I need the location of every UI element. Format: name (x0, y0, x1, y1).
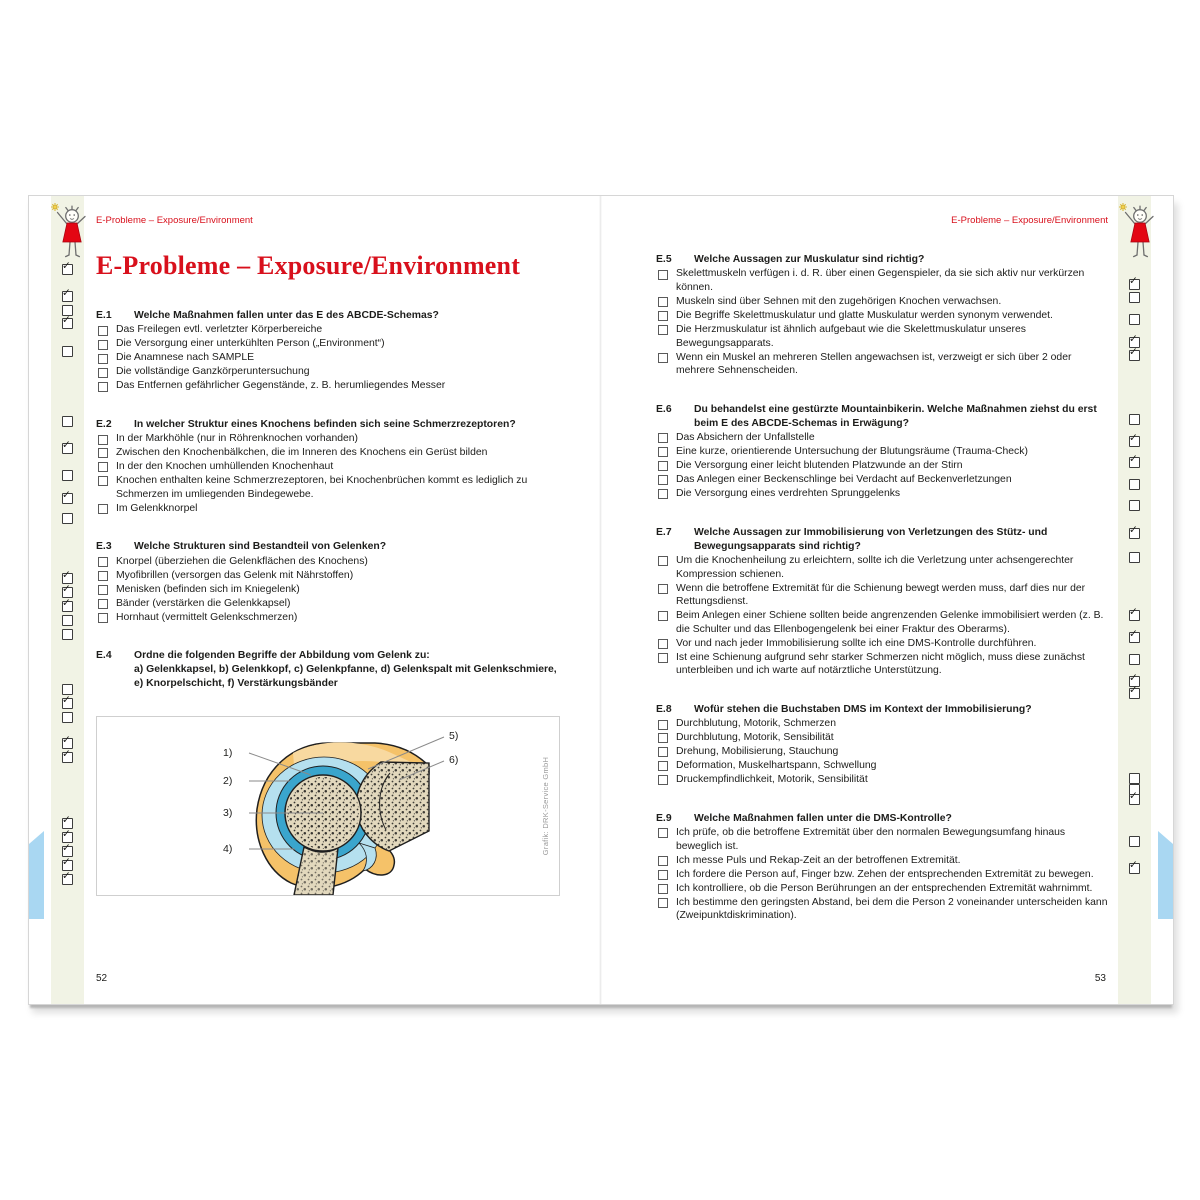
chapter-title: E-Probleme – Exposure/Environment (96, 251, 521, 280)
question-id: E.8 (656, 703, 672, 715)
margin-answer-checkbox[interactable] (62, 470, 73, 481)
running-header: E-Probleme – Exposure/Environment (951, 215, 1108, 226)
answer-option (656, 487, 1108, 501)
questions-right (656, 253, 1108, 923)
answer-option (656, 431, 1108, 445)
answer-checkbox[interactable] (98, 354, 108, 364)
answer-option (96, 432, 562, 446)
page-number-left: 52 (96, 973, 108, 984)
checkmark-icon: ✓ (1129, 431, 1138, 444)
joint-diagram-graphic (97, 717, 559, 895)
figure-label-1: 1) (223, 747, 233, 760)
answer-option (656, 717, 1108, 731)
margin-answer-checkbox[interactable] (62, 259, 73, 275)
answer-checkbox[interactable] (98, 462, 108, 472)
answer-checkbox[interactable] (658, 653, 668, 663)
question-E.2 (96, 418, 562, 516)
checkmark-icon: ✓ (62, 568, 71, 581)
answer-option-text: Das Anlegen einer Beckenschlinge bei Verdacht auf Beckenverletzungen (676, 474, 1012, 486)
answer-option-text: Die Versorgung eines verdrehten Sprunggelenks (676, 488, 901, 500)
figure-credit: Grafik: DRK-Service GmbH (541, 757, 550, 856)
answer-option-text: Das Freilegen evtl. verletzter Körperbereiche (116, 324, 323, 336)
running-header: E-Probleme – Exposure/Environment (96, 215, 253, 226)
answer-checkbox[interactable] (658, 747, 668, 757)
answer-option-text: Knorpel (überziehen die Gelenkflächen des Knochens) (116, 555, 368, 567)
checkmark-icon: ✓ (1129, 274, 1138, 287)
answer-option (656, 882, 1108, 896)
answer-checkbox[interactable] (658, 475, 668, 485)
checkmark-icon: ✓ (62, 869, 71, 882)
answer-option-text: Ich prüfe, ob die betroffene Extremität über den normalen Bewegungsumfang hinaus beweglich ist. (676, 827, 1066, 852)
answer-checkbox[interactable] (98, 476, 108, 486)
answer-checkbox[interactable] (658, 761, 668, 771)
answer-option (656, 609, 1108, 636)
answer-checkbox[interactable] (658, 898, 668, 908)
answer-option-text: Ich messe Puls und Rekap-Zeit an der betroffenen Extremität. (676, 854, 961, 866)
answer-checkbox[interactable] (98, 613, 108, 623)
margin-answer-checkbox[interactable] (62, 416, 73, 427)
answer-option (96, 446, 562, 460)
answer-checkbox[interactable] (98, 340, 108, 350)
margin-answer-checkbox[interactable] (1129, 789, 1140, 805)
answer-checkbox[interactable] (658, 556, 668, 566)
checkmark-icon: ✓ (62, 488, 71, 501)
figure-label-6: 6) (449, 754, 459, 767)
question-id: E.5 (656, 254, 672, 265)
checkmark-icon: ✓ (62, 582, 71, 595)
margin-answer-checkbox[interactable] (1129, 414, 1140, 425)
question-id: E.7 (656, 526, 672, 538)
margin-answer-checkbox[interactable] (1129, 683, 1140, 699)
margin-answer-checkbox[interactable] (62, 693, 73, 709)
question-heading (96, 540, 562, 554)
answer-option (656, 473, 1108, 487)
checkmark-icon: ✓ (62, 259, 71, 272)
question-id: E.4 (96, 650, 112, 662)
figure-label-2: 2) (223, 775, 233, 788)
answer-option-text: Ich bestimme den geringsten Abstand, bei dem die Person 2 voneinander unterscheiden kann (Zweipunktdiskrimination). (676, 896, 1108, 922)
answer-option (96, 365, 562, 379)
answer-checkbox[interactable] (98, 599, 108, 609)
margin-answer-checkbox[interactable] (62, 869, 73, 885)
margin-answer-checkbox[interactable] (1129, 452, 1140, 468)
answer-option-text: Ich kontrolliere, ob die Person Berührungen an der entsprechenden Extremität wahrnimmt. (676, 882, 1093, 894)
question-heading (656, 526, 1108, 554)
answer-option-text: Drehung, Mobilisierung, Stauchung (676, 746, 839, 758)
checkmark-icon: ✓ (62, 438, 71, 451)
answer-option-text: Um die Knochenheilung zu erleichtern, sollte ich die Verletzung unter achsengerechter Kompression schienen. (676, 555, 1074, 580)
margin-answer-checkbox[interactable] (62, 346, 73, 357)
answer-option-text: Muskeln sind über Sehnen mit den zugehörigen Knochen verwachsen. (676, 295, 1002, 307)
checkmark-icon: ✓ (62, 596, 71, 609)
answer-checkbox[interactable] (658, 270, 668, 280)
figure-label-3: 3) (223, 807, 233, 820)
answer-option (96, 555, 562, 569)
checkmark-icon: ✓ (1129, 671, 1138, 684)
answer-option (656, 773, 1108, 787)
answer-checkbox[interactable] (658, 720, 668, 730)
answer-option (96, 502, 562, 516)
question-subline: e) Knorpelschicht, f) Verstärkungsbänder (134, 678, 338, 690)
answer-option-text: Knochen enthalten keine Schmerzrezeptoren, bei Knochenbrüchen kommt es lediglich zu Schmerzen im umliegenden Bindegewebe. (116, 475, 528, 500)
answer-option-text: Druckempfindlichkeit, Motorik, Sensibilität (676, 774, 868, 786)
checkmark-icon: ✓ (1129, 683, 1138, 696)
page-seam (599, 196, 602, 1004)
answer-checkbox[interactable] (658, 325, 668, 335)
margin-answer-checkbox[interactable] (62, 488, 73, 504)
question-E.4 (96, 649, 562, 691)
margin-answer-checkbox[interactable] (62, 513, 73, 524)
question-text: In welcher Struktur eines Knochens befinden sich seine Schmerzrezeptoren? (134, 418, 516, 430)
answer-checkbox[interactable] (658, 297, 668, 307)
margin-strip-right (1118, 196, 1151, 1004)
margin-answer-checkbox[interactable] (1129, 552, 1140, 563)
question-E.9 (656, 812, 1108, 923)
answer-checkbox[interactable] (658, 584, 668, 594)
waving-child-icon (45, 201, 89, 261)
answer-option (656, 323, 1108, 350)
answer-option (656, 745, 1108, 759)
checkmark-icon: ✓ (62, 286, 71, 299)
answer-checkbox[interactable] (658, 733, 668, 743)
answer-option (96, 474, 562, 501)
answer-option (656, 267, 1108, 294)
margin-answer-checkbox[interactable] (62, 747, 73, 763)
question-heading (656, 403, 1108, 431)
question-text: Welche Strukturen sind Bestandteil von Gelenken? (134, 541, 387, 553)
answer-checkbox[interactable] (658, 775, 668, 785)
answer-option-text: Die Versorgung einer leicht blutenden Platzwunde an der Stirn (676, 460, 963, 472)
answer-option (96, 583, 562, 597)
checkmark-icon: ✓ (1129, 627, 1138, 640)
answer-checkbox[interactable] (98, 504, 108, 514)
checkmark-icon: ✓ (62, 733, 71, 746)
checkmark-icon: ✓ (1129, 605, 1138, 618)
answer-option (656, 826, 1108, 853)
answer-option (656, 351, 1108, 378)
question-E.5 (656, 253, 1108, 378)
margin-answer-checkbox[interactable] (1129, 836, 1140, 847)
checkmark-icon: ✓ (1129, 523, 1138, 536)
margin-answer-checkbox[interactable] (62, 629, 73, 640)
question-E.8 (656, 703, 1108, 787)
answer-option-text: In der Markhöhle (nur in Röhrenknochen vorhanden) (116, 433, 359, 445)
answer-option (96, 569, 562, 583)
answer-option (656, 554, 1108, 581)
answer-checkbox[interactable] (98, 571, 108, 581)
answer-checkbox[interactable] (658, 489, 668, 499)
question-heading (96, 418, 562, 432)
answer-checkbox[interactable] (658, 828, 668, 838)
answer-option-text: Zwischen den Knochenbälkchen, die im Inneren des Knochens ein Gerüst bilden (116, 447, 488, 459)
margin-answer-checkbox[interactable] (1129, 654, 1140, 665)
answer-checkbox[interactable] (658, 447, 668, 457)
checkmark-icon: ✓ (62, 855, 71, 868)
book-spread (28, 195, 1174, 1005)
answer-option (656, 445, 1108, 459)
margin-answer-checkbox[interactable] (62, 286, 73, 302)
margin-answer-checkbox[interactable] (1129, 773, 1140, 784)
answer-option (96, 611, 562, 625)
question-E.6 (656, 403, 1108, 501)
answer-checkbox[interactable] (98, 368, 108, 378)
question-E.7 (656, 526, 1108, 678)
answer-option (656, 868, 1108, 882)
margin-strip-left (51, 196, 84, 1004)
checkmark-icon: ✓ (62, 313, 71, 326)
page-content-left (96, 196, 562, 896)
question-E.3 (96, 540, 562, 624)
answer-option-text: Die Begriffe Skelettmuskulatur und glatte Muskulatur werden synonym verwendet. (676, 309, 1053, 321)
answer-option (656, 459, 1108, 473)
question-heading (656, 703, 1108, 717)
answer-option-text: Die vollständige Ganzkörperuntersuchung (116, 366, 310, 378)
answer-option-text: Menisken (befinden sich im Kniegelenk) (116, 583, 300, 595)
joint-figure (96, 716, 560, 896)
answer-option-text: Die Versorgung einer unterkühlten Person („Environment“) (116, 338, 385, 350)
margin-answer-checkbox[interactable] (1129, 500, 1140, 511)
answer-checkbox[interactable] (98, 435, 108, 445)
question-heading (96, 309, 562, 323)
bookmark-tab-blue-right (1158, 831, 1173, 919)
question-id: E.3 (96, 541, 112, 553)
answer-option (656, 854, 1108, 868)
answer-option (96, 337, 562, 351)
answer-option-text: Vor und nach jeder Immobilisierung sollte ich eine DMS-Kontrolle durchführen. (676, 637, 1037, 649)
checkmark-icon: ✓ (1129, 345, 1138, 358)
answer-option (656, 759, 1108, 773)
waving-child-icon (1113, 201, 1157, 261)
margin-answer-checkbox[interactable] (62, 712, 73, 723)
margin-answer-checkbox[interactable] (1129, 345, 1140, 361)
margin-answer-checkbox[interactable] (1129, 314, 1140, 325)
answer-option (656, 731, 1108, 745)
page-53 (601, 196, 1173, 1004)
answer-checkbox[interactable] (658, 856, 668, 866)
bookmark-tab-blue-left (29, 831, 44, 919)
answer-option-text: Bänder (verstärken die Gelenkkapsel) (116, 597, 291, 609)
question-text: Welche Aussagen zur Immobilisierung von Verletzungen des Stütz- und Bewegungsapparats sind richtig? (694, 526, 1048, 552)
answer-option-text: Die Anamnese nach SAMPLE (116, 352, 255, 364)
answer-option-text: Wenn die betroffene Extremität für die Schienung bewegt werden muss, darf dies nur der Rettungsdienst. (676, 582, 1086, 608)
answer-checkbox[interactable] (658, 884, 668, 894)
page-52 (29, 196, 601, 1004)
question-id: E.1 (96, 310, 112, 321)
answer-option-text: Skelettmuskeln verfügen i. d. R. über einen Gegenspieler, da sie sich aktiv nur verkürzen können. (676, 268, 1085, 293)
margin-answer-checkbox[interactable] (1129, 431, 1140, 447)
answer-checkbox[interactable] (658, 639, 668, 649)
answer-checkbox[interactable] (98, 448, 108, 458)
answer-option (656, 582, 1108, 609)
answer-option-text: Beim Anlegen einer Schiene sollten beide angrenzenden Gelenke immobilisiert werden (z. B. die Schulter und das Ellenbogengelenk bei einer Fraktur des Oberarms). (676, 610, 1104, 635)
margin-answer-checkbox[interactable] (1129, 274, 1140, 290)
answer-option (96, 379, 562, 393)
answer-checkbox[interactable] (658, 870, 668, 880)
answer-option-text: Myofibrillen (versorgen das Gelenk mit Nährstoffen) (116, 569, 354, 581)
question-heading (96, 649, 562, 663)
checkmark-icon: ✓ (1129, 452, 1138, 465)
answer-option (96, 460, 562, 474)
answer-option-text: Wenn ein Muskel an mehreren Stellen angewachsen ist, verzweigt er sich über 2 oder mehrere Sehnenscheiden. (676, 351, 1072, 377)
answer-option-text: In der den Knochen umhüllenden Knochenhaut (116, 461, 334, 473)
margin-answer-checkbox[interactable] (1129, 858, 1140, 874)
answer-checkbox[interactable] (98, 326, 108, 336)
question-E.1 (96, 309, 562, 393)
answer-checkbox[interactable] (98, 585, 108, 595)
checkmark-icon: ✓ (1129, 332, 1138, 345)
margin-answer-checkbox[interactable] (1129, 523, 1140, 539)
answer-option-text: Eine kurze, orientierende Untersuchung der Blutungsräume (Trauma-Check) (676, 446, 1028, 458)
answer-option (656, 295, 1108, 309)
question-text: Ordne die folgenden Begriffe der Abbildung vom Gelenk zu: (134, 650, 430, 662)
figure-label-5: 5) (449, 730, 459, 743)
question-subline: a) Gelenkkapsel, b) Gelenkkopf, c) Gelenkpfanne, d) Gelenkspalt mit Gelenkschmiere, (134, 664, 557, 676)
questions-left (96, 309, 562, 691)
margin-answer-checkbox[interactable] (1129, 292, 1140, 303)
answer-option-text: Ich fordere die Person auf, Finger bzw. Zehen der entsprechenden Extremität zu bewegen. (676, 868, 1094, 880)
question-heading (656, 812, 1108, 826)
figure-label-4: 4) (223, 843, 233, 856)
question-text: Wofür stehen die Buchstaben DMS im Kontext der Immobilisierung? (694, 703, 1032, 715)
answer-checkbox[interactable] (658, 433, 668, 443)
answer-option (96, 351, 562, 365)
answer-checkbox[interactable] (658, 353, 668, 363)
answer-option (656, 309, 1108, 323)
answer-option-text: Das Entfernen gefährlicher Gegenstände, z. B. herumliegendes Messer (116, 380, 446, 392)
answer-option (656, 896, 1108, 923)
answer-checkbox[interactable] (658, 311, 668, 321)
question-text: Welche Maßnahmen fallen unter die DMS-Kontrolle? (694, 812, 952, 824)
answer-option (96, 597, 562, 611)
question-id: E.2 (96, 418, 112, 430)
checkmark-icon: ✓ (1129, 858, 1138, 871)
answer-option (656, 637, 1108, 651)
margin-answer-checkbox[interactable] (1129, 605, 1140, 621)
question-id: E.9 (656, 812, 672, 824)
answer-option (656, 651, 1108, 678)
answer-option-text: Ist eine Schienung aufgrund sehr starker Schmerzen nicht möglich, muss diese zunächst unterbleiben und ich warte auf notärztliche Unterstützung. (676, 651, 1085, 677)
answer-checkbox[interactable] (658, 611, 668, 621)
question-text: Welche Aussagen zur Muskulatur sind richtig? (694, 254, 925, 265)
margin-answer-checkbox[interactable] (62, 596, 73, 612)
answer-checkbox[interactable] (658, 461, 668, 471)
margin-answer-checkbox[interactable] (1129, 479, 1140, 490)
margin-answer-checkbox[interactable] (62, 438, 73, 454)
checkmark-icon: ✓ (62, 827, 71, 840)
margin-answer-checkbox[interactable] (62, 313, 73, 329)
question-text: Welche Maßnahmen fallen unter das E des ABCDE-Schemas? (134, 310, 439, 321)
checkmark-icon: ✓ (62, 747, 71, 760)
answer-option-text: Durchblutung, Motorik, Schmerzen (676, 718, 836, 730)
margin-answer-checkbox[interactable] (62, 615, 73, 626)
question-id: E.6 (656, 403, 672, 415)
answer-option-text: Im Gelenkknorpel (116, 502, 198, 514)
margin-answer-checkbox[interactable] (1129, 627, 1140, 643)
answer-checkbox[interactable] (98, 557, 108, 567)
checkmark-icon: ✓ (62, 841, 71, 854)
checkmark-icon: ✓ (62, 693, 71, 706)
checkmark-icon: ✓ (1129, 789, 1138, 802)
answer-option-text: Durchblutung, Motorik, Sensibilität (676, 732, 834, 744)
page-number-right: 53 (1094, 973, 1106, 984)
page-content-right (656, 196, 1108, 948)
question-heading (656, 253, 1108, 267)
checkmark-icon: ✓ (62, 813, 71, 826)
answer-option-text: Deformation, Muskelhartspann, Schwellung (676, 760, 877, 772)
answer-option-text: Das Absichern der Unfallstelle (676, 432, 815, 444)
answer-option-text: Die Herzmuskulatur ist ähnlich aufgebaut wie die Skelettmuskulatur unseres Bewegungsapparats. (676, 323, 1026, 349)
answer-option (96, 323, 562, 337)
question-text: Du behandelst eine gestürzte Mountainbikerin. Welche Maßnahmen ziehst du erst beim E des ABCDE-Schemas in Erwägung? (694, 403, 1097, 429)
answer-checkbox[interactable] (98, 382, 108, 392)
answer-option-text: Hornhaut (vermittelt Gelenkschmerzen) (116, 611, 298, 623)
